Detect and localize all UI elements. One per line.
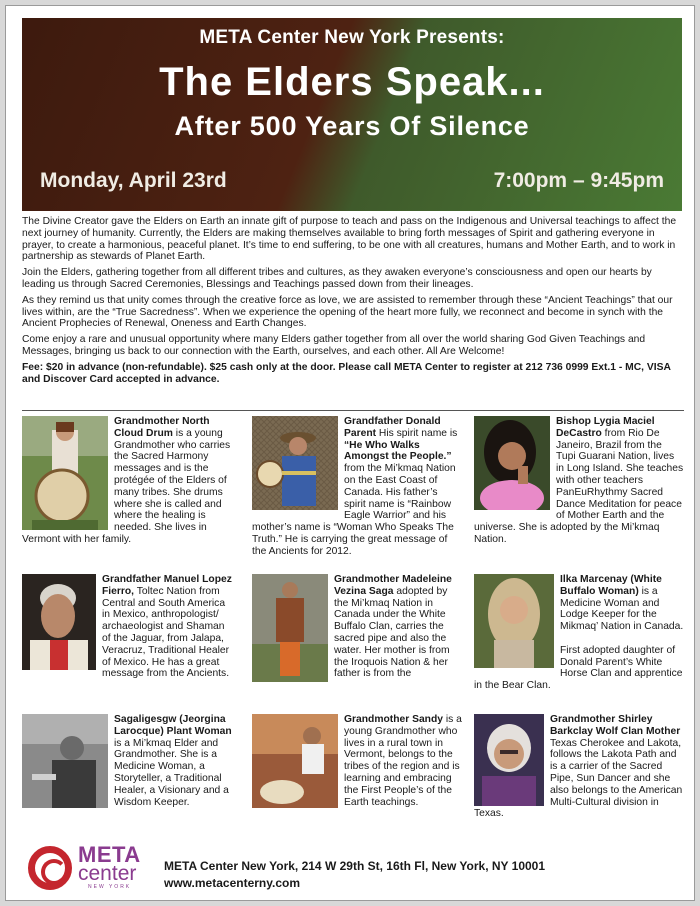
elder-name: Grandmother Sandy — [344, 714, 443, 725]
fee-info: Fee: $20 in advance (non-refundable). $25 cash only at the door. Please call META Center to register at 212 736 0999 Ext.1 - MC, VISA and Discover Card accepted in advance. — [22, 361, 671, 385]
elder-bio: from the Mi’kmaq Nation on the East Coast of Canada. His father’s spirit name is “Rainbow Eagle Warrior” and his mother’s name is “Woman Who Speaks The Truth.” He is carrying the great message of the Ancients for 2012. — [252, 463, 456, 557]
meta-center-logo — [28, 842, 141, 890]
logo-center-text: center — [78, 862, 137, 885]
elder-card — [252, 416, 462, 558]
presenter-line: META Center New York Presents: — [199, 27, 505, 48]
elder-bio: is a Mi’kmaq Elder and Grandmother. She is a Medicine Woman, a Storyteller, a Traditional Healer, a Visionary and a Wisdom Keeper. — [114, 737, 229, 808]
elder-bio: Texas Cherokee and Lakota, follows the Lakota Path and is a carrier of the Sacred Pipe, Sun Dancer and she also belongs to the American Multi-Cultural division in Texas. — [474, 737, 683, 820]
elder-card — [474, 714, 684, 820]
flyer-page — [5, 5, 695, 901]
spiral-icon — [28, 846, 72, 890]
elder-name: Bishop Lygia Maciel DeCastro — [556, 416, 655, 439]
elder-bio: is a young Grandmother who carries the Sacred Harmony messages and is the protégée of the Elders of many tribes. She drums where she is called and where the healing is needed. She lives in Vermont with her family. — [22, 427, 231, 545]
elder-photo — [474, 574, 554, 668]
elder-bio: is a Medicine Woman and Lodge Keeper for the Mikmaq’ Nation in Canada. — [560, 585, 684, 633]
elder-card — [22, 574, 232, 680]
elder-card — [474, 416, 684, 546]
divider — [22, 410, 684, 411]
elder-photo — [474, 416, 550, 510]
event-date: Monday, April 23rd — [40, 169, 227, 192]
event-banner — [22, 18, 682, 211]
elder-bio: adopted by the Mi’kmaq Nation in Canada under the White Buffalo Clan, carries the sacred pipe and also the water. Her mother is from the Iroquois Nation & her father is from the — [334, 585, 450, 680]
elder-name: Grandmother Madeleine Vezina Saga — [334, 574, 452, 597]
elder-photo — [474, 714, 544, 806]
elder-card — [22, 714, 232, 810]
elder-spirit-name: “He Who Walks Amongst the People.” — [344, 439, 452, 463]
event-time: 7:00pm – 9:45pm — [493, 169, 664, 192]
elder-name: Grandmother North Cloud Drum — [114, 416, 210, 439]
elder-name: Ilka Marcenay (White Buffalo Woman) — [560, 574, 662, 597]
elder-photo — [22, 714, 108, 808]
elder-name: Grandfather Manuel Lopez Fierro, — [102, 574, 232, 597]
elder-photo — [252, 416, 338, 510]
logo-ny-text: NEW YORK — [88, 884, 132, 890]
elder-name: Grandmother Shirley Barkclay Wolf Clan Mother — [550, 714, 681, 737]
elder-card — [252, 714, 462, 810]
intro-text — [22, 216, 684, 389]
elder-card — [252, 574, 462, 684]
event-subtitle: After 500 Years Of Silence — [174, 111, 530, 141]
elder-name: Grandfather Donald Parent — [344, 416, 441, 439]
elder-photo — [22, 416, 108, 530]
intro-paragraph: As they remind us that unity comes through the creative force as love, we are assisted to remember through these “Ancient Teachings” that our lives within, are the “True Sacredness”. When we experience the opening of the heart more fully, we reconnect and become in synch with the Ancient Prophecies of Renewal, Oneness and Earth Changes. — [22, 294, 673, 330]
intro-paragraph: Come enjoy a rare and unusual opportunity where many Elders gather together from all over the world sharing God Given Teachings and Messages, bringing us back to our connection with the Earth, ourselves, and each other. All Are Welcome! — [22, 334, 646, 357]
footer-website-link[interactable]: www.metacenterny.com — [164, 876, 301, 890]
elder-bio: First adopted daughter of Donald Parent’s White Horse Clan and apprentice in the Bear Clan. — [474, 644, 683, 692]
footer-address: META Center New York, 214 W 29th St, 16th Fl, New York, NY 10001 — [164, 859, 546, 873]
intro-paragraph: Join the Elders, gathering together from all different tribes and cultures, as they awaken everyone’s consciousness and open our hearts by leading us through Sacred Ceremonies, Blessings and Teachings passed down from their lineages. — [22, 267, 652, 290]
elder-card — [22, 416, 232, 546]
elder-bio: from Rio De Janeiro, Brazil from the Tupi Guarani Nation, lives in Long Island. She teaches with other teachers PanEuRhythmy Sacred Dance Meditation for peace of Mother Earth and the universe. She is adopted by the Mi’kmaq Nation. — [474, 427, 684, 545]
elder-bio-pre: His spirit name is — [376, 427, 458, 439]
elder-photo — [22, 574, 96, 670]
intro-paragraph: The Divine Creator gave the Elders on Earth an innate gift of purpose to teach and pass on the Indigenous and Universal teachings to affect the next journey of humanity. Currently, the Elders are making themselves available to bring forth messages of Spirit and gathering everyone in prayer, to create a harmonious, peaceful planet. It’s time to end suffering, to be one with all creatures, humans and Mother Earth, and to work in partnership as stewards of Planet Earth. — [22, 216, 677, 263]
elder-bio: is a young Grandmother who lives in a rural town in Vermont, belongs to the tribes of the region and is learning and embracing the First People’s of the Earth teachings. — [344, 714, 462, 808]
elder-name: Sagaligesgw (Jeorgina Larocque) Plant Woman — [114, 714, 232, 737]
elder-bio: Toltec Nation from Central and South America in Mexico, anthropologist/ archaeologist and Shaman of the Jaguar, from Jalapa, Veracruz, Traditional Healer of Mexico. He has a great message from the Ancients. — [102, 585, 230, 680]
elder-photo — [252, 574, 328, 682]
logo-meta-text: META — [78, 842, 141, 867]
elder-card — [474, 574, 684, 692]
event-title: The Elders Speak... — [159, 60, 545, 104]
elder-photo — [252, 714, 338, 808]
